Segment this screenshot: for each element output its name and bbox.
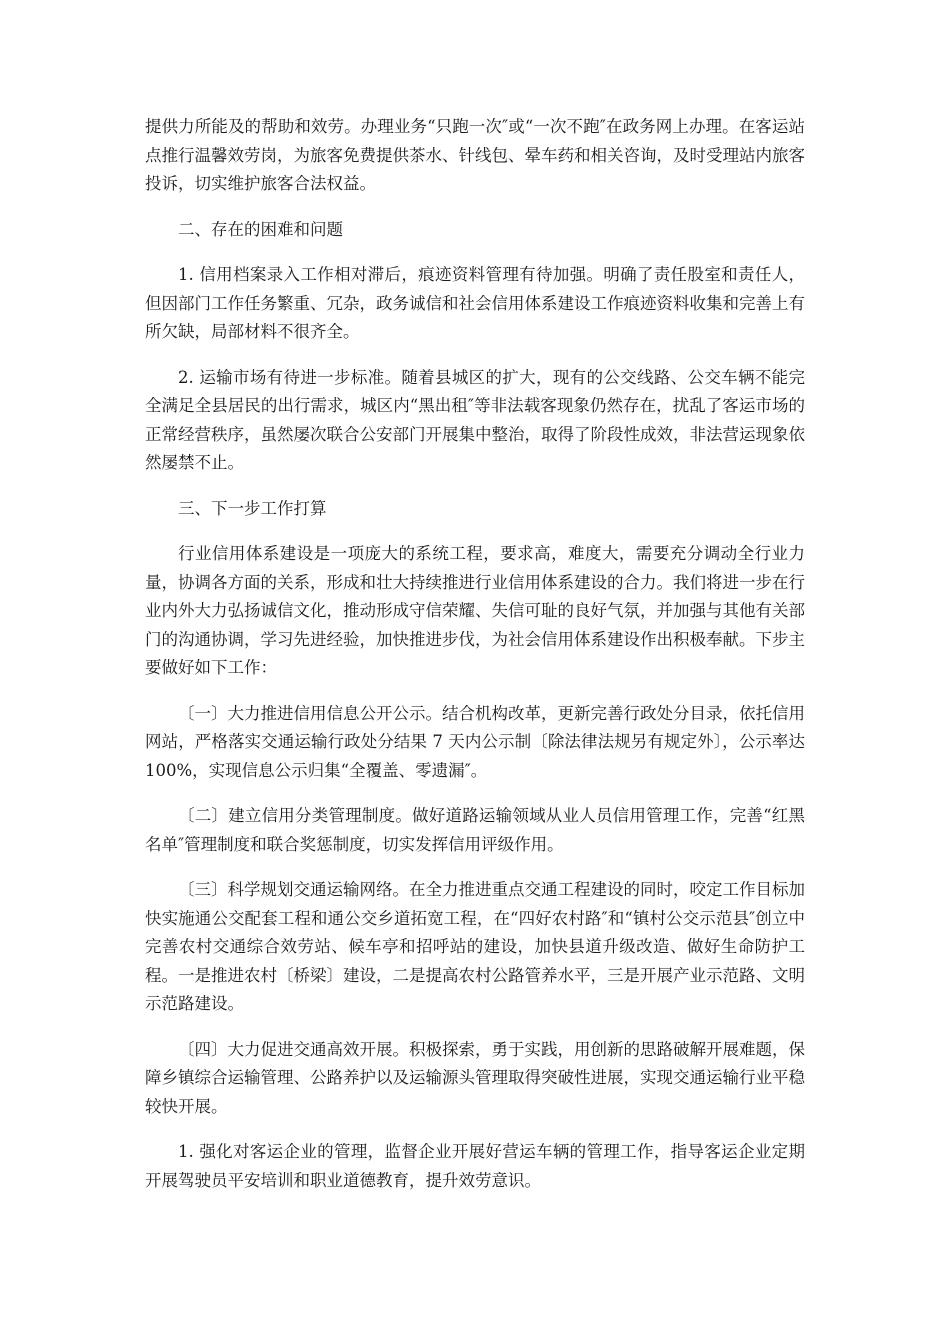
- paragraph-subitem-1: 1. 强化对客运企业的管理，监督企业开展好营运车辆的管理工作，指导客运企业定期开展驾驶员平安培训和职业道德教育，提升效劳意识。: [145, 1142, 805, 1190]
- paragraph-problem-1: 1. 信用档案录入工作相对滞后，痕迹资料管理有待加强。明确了责任股室和责任人，但因部门工作任务繁重、冗杂，政务诚信和社会信用体系建设工作痕迹资料收集和完善上有所欠缺，局部材料不很齐全。: [145, 265, 805, 341]
- paragraph-continued: 提供力所能及的帮助和效劳。办理业务“只跑一次″或“一次不跑″在政务网上办理。在客运站点推行温馨效劳岗，为旅客免费提供茶水、针线包、晕车药和相关咨询，及时受理站内旅客投诉，切实维护旅客合法权益。: [145, 117, 805, 193]
- paragraph-item-2: 〔二〕建立信用分类管理制度。做好道路运输领域从业人员信用管理工作，完善“红黑名单″管理制度和联合奖惩制度，切实发挥信用评级作用。: [145, 806, 805, 854]
- paragraph-item-1: 〔一〕大力推进信用信息公开公示。结合机构改革，更新完善行政处分目录，依托信用网站，严格落实交通运输行政处分结果 7 天内公示制〔除法律法规另有规定外〕，公示率达 100%，实现信息公示归集“全覆盖、零遗漏″。: [145, 703, 805, 780]
- paragraph-item-4: 〔四〕大力促进交通高效开展。积极探索，勇于实践，用创新的思路破解开展难题，保障乡镇综合运输管理、公路养护以及运输源头管理取得突破性进展，实现交通运输行业平稳较快开展。: [145, 1039, 805, 1116]
- paragraph-problem-2: 2. 运输市场有待进一步标准。随着县城区的扩大，现有的公交线路、公交车辆不能完全满足全县居民的出行需求，城区内“黑出租″等非法载客现象仍然存在，扰乱了客运市场的正常经营秩序，虽然屡次联合公安部门开展集中整治，取得了阶段性成效，非法营运现象依然屡禁不止。: [145, 367, 805, 472]
- section-heading-problems: 二、存在的困难和问题: [178, 219, 343, 239]
- paragraph-item-3: 〔三〕科学规划交通运输网络。在全力推进重点交通工程建设的同时，咬定工作目标加快实施通公交配套工程和通公交乡道拓宽工程，在“四好农村路″和“镇村公交示范县″创立中完善农村交通综合效劳站、候车亭和招呼站的建设，加快县道升级改造、做好生命防护工程。一是推进农村〔桥梁〕建设，二是提高农村公路管养水平，三是开展产业示范路、文明示范路建设。: [145, 880, 805, 1013]
- section-heading-next-steps: 三、下一步工作打算: [178, 498, 327, 518]
- document-body: [145, 113, 805, 1212]
- paragraph-next-steps-intro: 行业信用体系建设是一项庞大的系统工程，要求高，难度大，需要充分调动全行业力量，协调各方面的关系，形成和壮大持续推进行业信用体系建设的合力。我们将进一步在行业内外大力弘扬诚信文化，推动形成守信荣耀、失信可耻的良好气氛，并加强与其他有关部门的沟通协调，学习先进经验，加快推进步伐，为社会信用体系建设作出积极奉献。下步主要做好如下工作：: [145, 544, 805, 677]
